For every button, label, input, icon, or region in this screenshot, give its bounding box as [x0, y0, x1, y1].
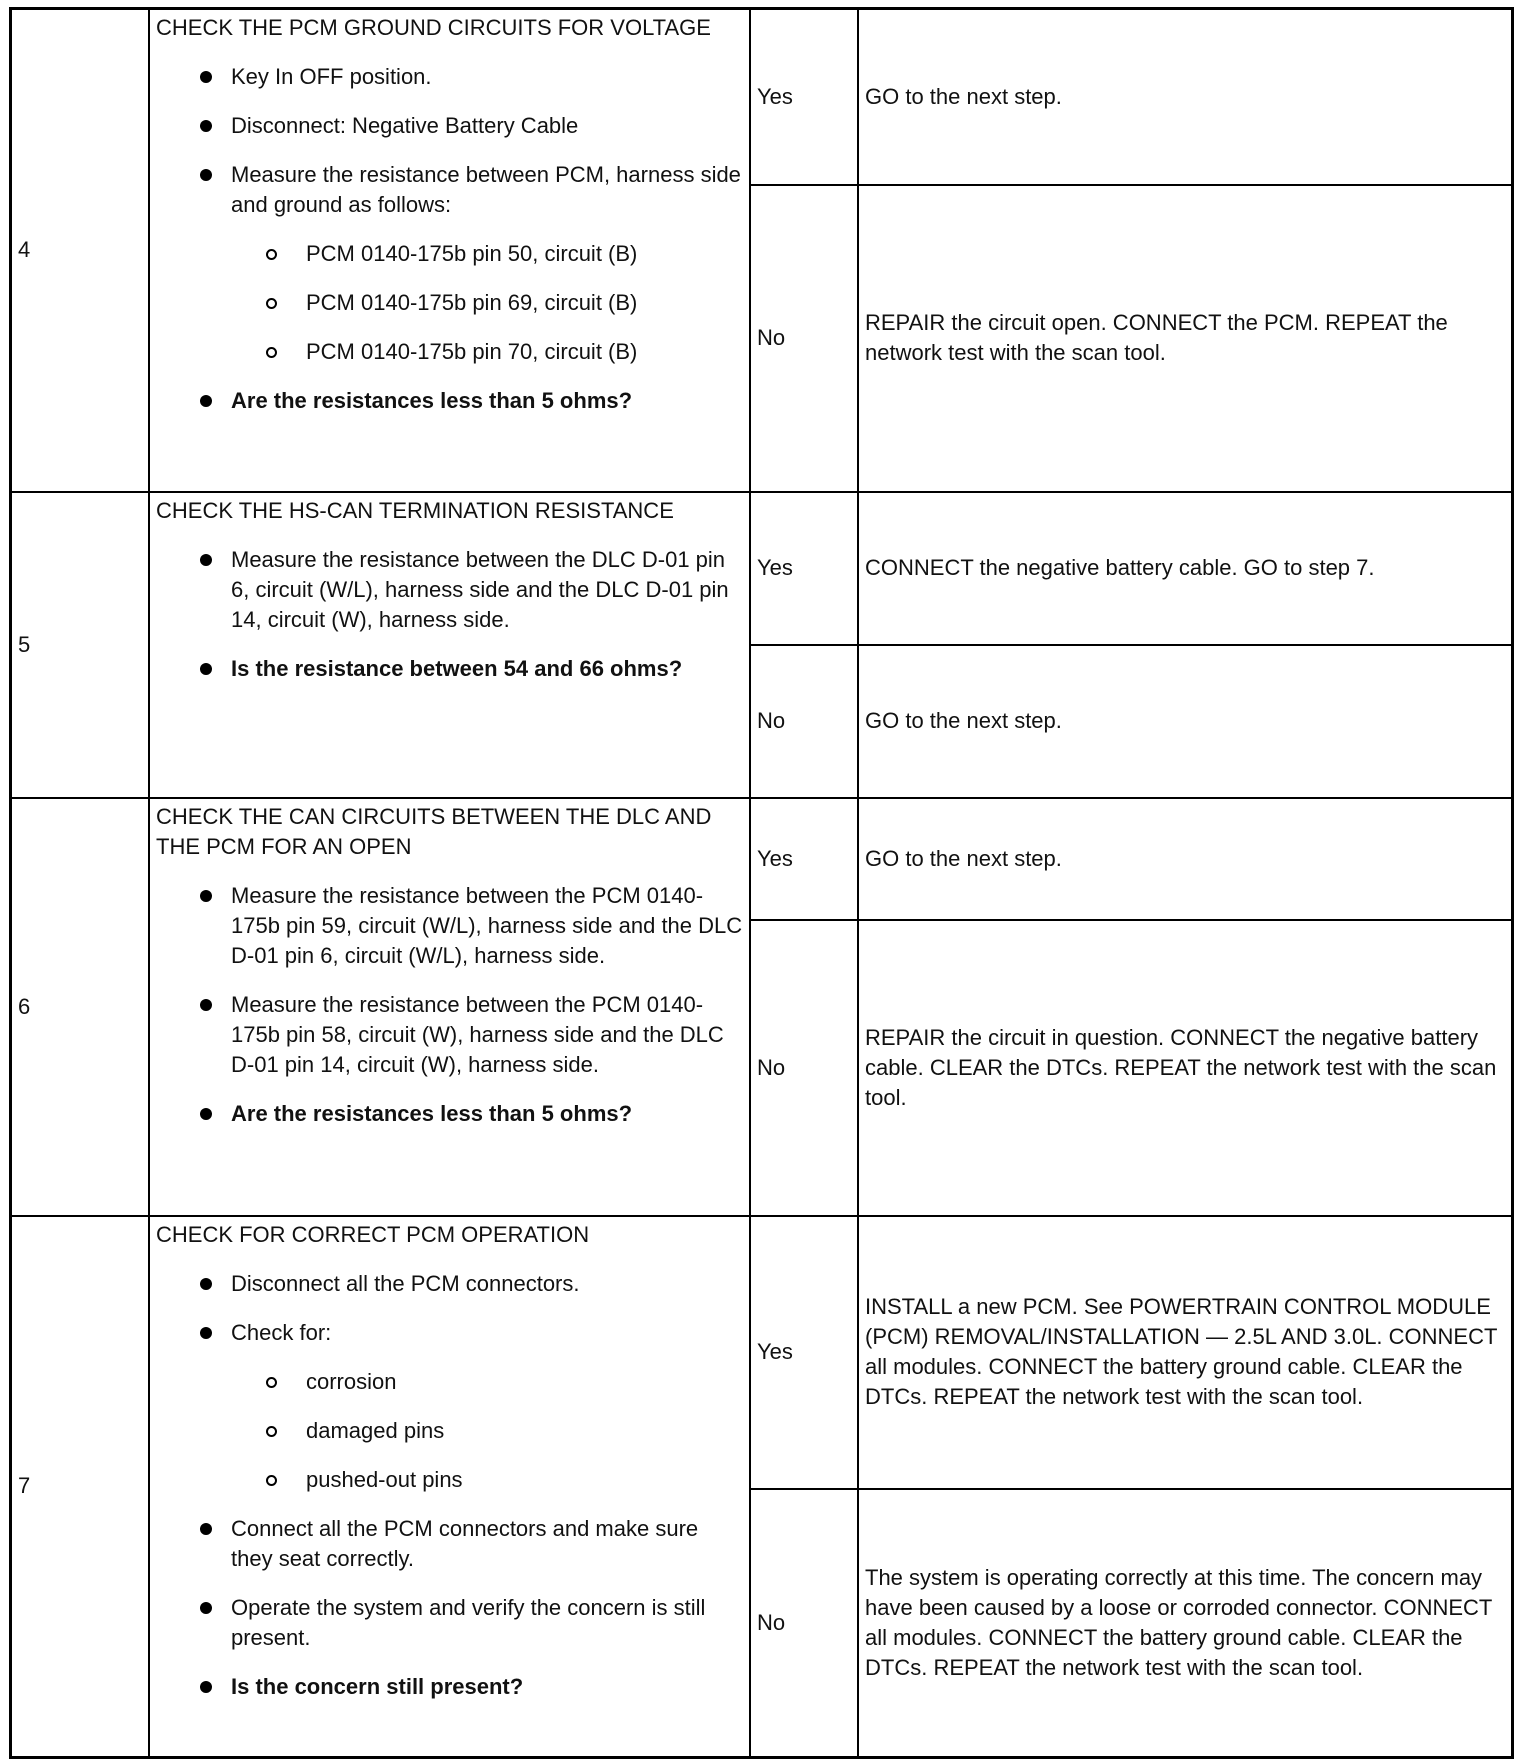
step-title: CHECK THE HS-CAN TERMINATION RESISTANCE [156, 497, 674, 523]
instruction-text: Measure the resistance between the DLC D-01 pin 6, circuit (W/L), harness side and the DLC D-01 pin 14, circuit (W), harness side. [231, 546, 729, 632]
instruction-text: Are the resistances less than 5 ohms? [231, 388, 633, 413]
bullet-icon [200, 1108, 212, 1120]
instruction-text: Is the resistance between 54 and 66 ohms? [231, 655, 683, 681]
step-row-4-yes [11, 9, 1513, 185]
step-instructions [156, 1269, 743, 1702]
bullet-icon [200, 999, 212, 1011]
bullet-icon [200, 169, 212, 181]
instruction-item [156, 654, 743, 684]
yes-label: Yes [750, 798, 858, 920]
no-label: No [750, 1489, 858, 1758]
step-title: CHECK FOR CORRECT PCM OPERATION [156, 1221, 590, 1247]
step-number: 6 [11, 798, 150, 1216]
instruction-item [156, 1593, 743, 1653]
sub-instruction-item [231, 1416, 743, 1446]
table-body [11, 9, 1513, 1758]
sub-instruction-item [231, 337, 743, 367]
instruction-item [156, 1318, 743, 1495]
sub-instruction-text: damaged pins [306, 1417, 445, 1443]
step-row-5-yes [11, 492, 1513, 645]
instruction-text: Disconnect: Negative Battery Cable [231, 113, 579, 138]
circle-bullet-icon [266, 1475, 277, 1486]
step-description [149, 1216, 750, 1758]
instruction-text: Operate the system and verify the concern is still present. [231, 1594, 706, 1650]
yes-action: GO to the next step. [858, 9, 1513, 185]
instruction-text: Is the concern still present? [231, 1673, 524, 1699]
yes-action: INSTALL a new PCM. See POWERTRAIN CONTROL MODULE (PCM) REMOVAL/INSTALLATION — 2.5L AND 3.0L. CONNECT all modules. CONNECT the battery ground cable. CLEAR the DTCs. REPEAT the network test with the scan tool. [858, 1216, 1513, 1489]
sub-instruction-text: PCM 0140-175b pin 69, circuit (B) [306, 290, 638, 315]
no-label: No [750, 645, 858, 798]
diagnostic-steps-table [9, 7, 1514, 1759]
instruction-text: Key In OFF position. [231, 64, 432, 89]
no-action: REPAIR the circuit open. CONNECT the PCM. REPEAT the network test with the scan tool. [858, 185, 1513, 492]
no-action: GO to the next step. [858, 645, 1513, 798]
sub-instruction-item [231, 239, 743, 269]
step-number: 5 [11, 492, 150, 798]
yes-action: CONNECT the negative battery cable. GO to step 7. [858, 492, 1513, 645]
bullet-icon [200, 120, 212, 132]
bullet-icon [200, 1278, 212, 1290]
step-instructions [156, 545, 743, 684]
no-action: REPAIR the circuit in question. CONNECT the negative battery cable. CLEAR the DTCs. REPEAT the network test with the scan tool. [858, 920, 1513, 1216]
bullet-icon [200, 1602, 212, 1614]
circle-bullet-icon [266, 298, 277, 309]
sub-instruction-item [231, 1465, 743, 1495]
instruction-item [156, 1099, 743, 1129]
instruction-item [156, 545, 743, 635]
sub-instruction-text: pushed-out pins [306, 1466, 463, 1492]
step-title: CHECK THE PCM GROUND CIRCUITS FOR VOLTAGE [156, 15, 711, 40]
sub-instruction-text: corrosion [306, 1368, 397, 1394]
instruction-item [156, 990, 743, 1080]
instruction-text: Connect all the PCM connectors and make sure they seat correctly. [231, 1515, 699, 1571]
step-instructions [156, 881, 743, 1129]
bullet-icon [200, 1327, 212, 1339]
circle-bullet-icon [266, 1426, 277, 1437]
step-description [149, 9, 750, 492]
step-instructions [156, 62, 743, 416]
yes-label: Yes [750, 1216, 858, 1489]
instruction-text: Measure the resistance between the PCM 0140-175b pin 59, circuit (W/L), harness side and the DLC D-01 pin 6, circuit (W/L), harness side. [231, 882, 743, 968]
instruction-item [156, 386, 743, 416]
instruction-item [156, 160, 743, 367]
instruction-text: Check for: [231, 1319, 332, 1345]
instruction-text: Are the resistances less than 5 ohms? [231, 1100, 633, 1126]
instruction-item [156, 1269, 743, 1299]
step-row-7-yes [11, 1216, 1513, 1489]
step-row-6-yes [11, 798, 1513, 920]
bullet-icon [200, 1681, 212, 1693]
bullet-icon [200, 395, 212, 407]
bullet-icon [200, 1523, 212, 1535]
step-title: CHECK THE CAN CIRCUITS BETWEEN THE DLC AND THE PCM FOR AN OPEN [156, 803, 712, 859]
instruction-item [156, 111, 743, 141]
circle-bullet-icon [266, 249, 277, 260]
no-label: No [750, 920, 858, 1216]
no-action: The system is operating correctly at this time. The concern may have been caused by a loose or corroded connector. CONNECT all modules. CONNECT the battery ground cable. CLEAR the DTCs. REPEAT the network test with the scan tool. [858, 1489, 1513, 1758]
sub-instruction-item [231, 288, 743, 318]
no-label: No [750, 185, 858, 492]
sub-instructions [231, 239, 743, 367]
instruction-item [156, 881, 743, 971]
sub-instruction-text: PCM 0140-175b pin 70, circuit (B) [306, 339, 638, 364]
instruction-text: Disconnect all the PCM connectors. [231, 1270, 580, 1296]
step-number: 4 [11, 9, 150, 492]
sub-instruction-item [231, 1367, 743, 1397]
instruction-item [156, 1514, 743, 1574]
yes-action: GO to the next step. [858, 798, 1513, 920]
step-number: 7 [11, 1216, 150, 1758]
bullet-icon [200, 663, 212, 675]
bullet-icon [200, 554, 212, 566]
instruction-text: Measure the resistance between PCM, harness side and ground as follows: [231, 162, 741, 217]
instruction-item [156, 1672, 743, 1702]
bullet-icon [200, 890, 212, 902]
circle-bullet-icon [266, 347, 277, 358]
yes-label: Yes [750, 9, 858, 185]
sub-instruction-text: PCM 0140-175b pin 50, circuit (B) [306, 241, 638, 266]
instruction-item [156, 62, 743, 92]
step-description [149, 492, 750, 798]
yes-label: Yes [750, 492, 858, 645]
circle-bullet-icon [266, 1377, 277, 1388]
bullet-icon [200, 71, 212, 83]
step-description [149, 798, 750, 1216]
instruction-text: Measure the resistance between the PCM 0140-175b pin 58, circuit (W), harness side and the DLC D-01 pin 14, circuit (W), harness side. [231, 991, 724, 1077]
sub-instructions [231, 1367, 743, 1495]
